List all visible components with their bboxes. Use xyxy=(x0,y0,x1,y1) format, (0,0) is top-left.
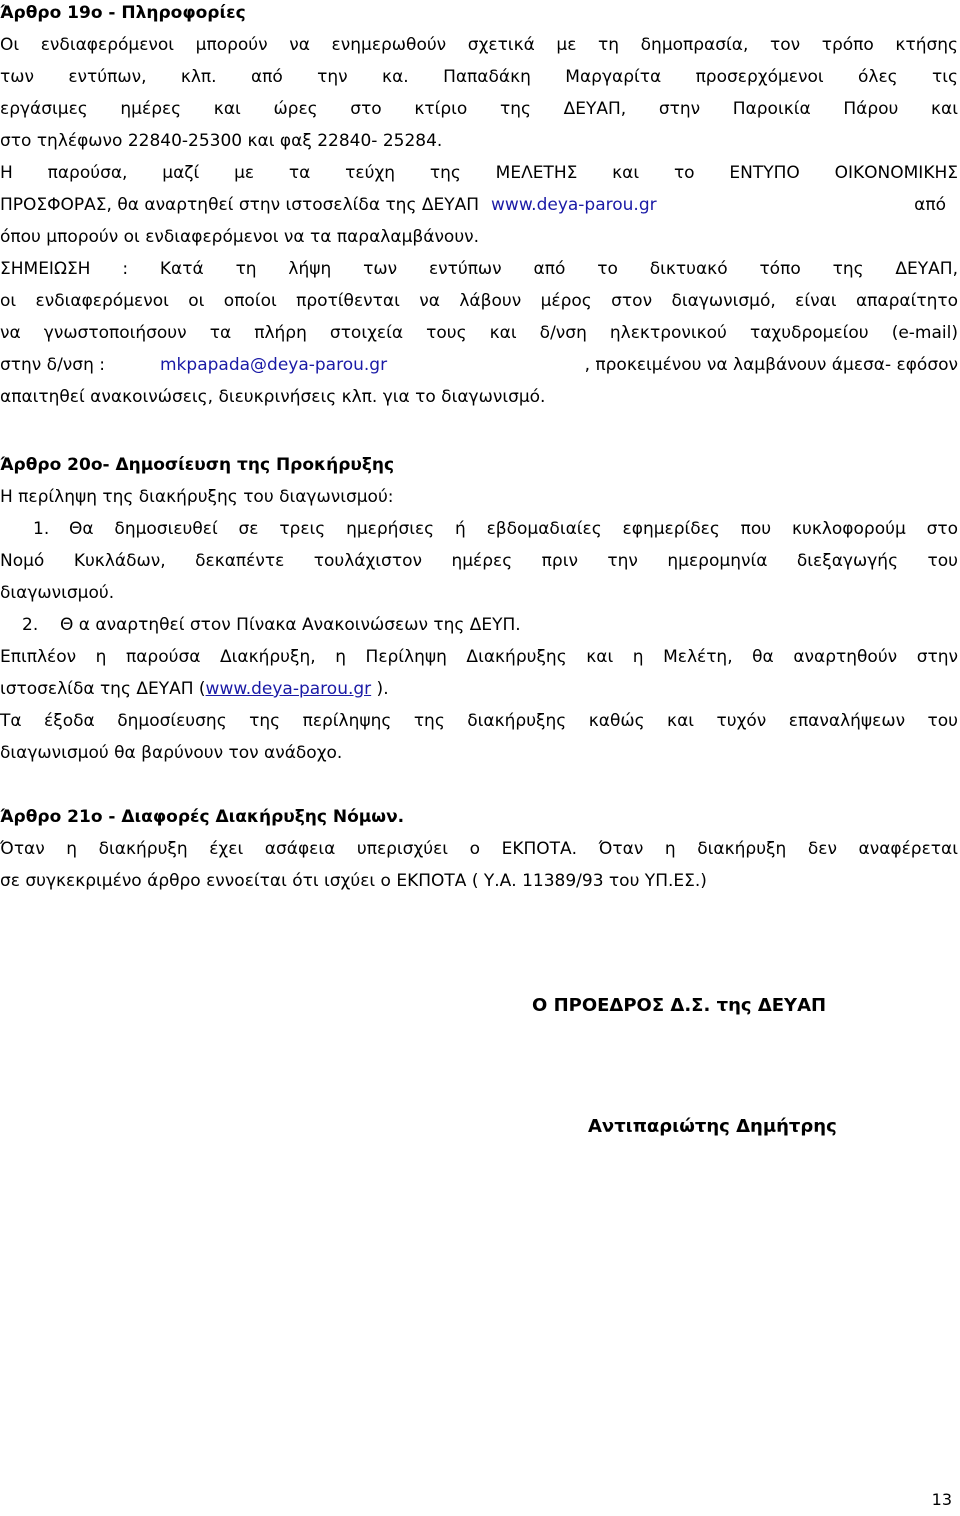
website-link[interactable]: www.deya-parou.gr xyxy=(205,679,372,699)
paragraph-line xyxy=(0,673,958,705)
note-line: ΣΗΜΕΙΩΣΗ : Κατά τη λήψη των εντύπων από το δικτυακό τόπο της ΔΕΥΑΠ, xyxy=(0,259,958,279)
note-line: απαιτηθεί ανακοινώσεις, διευκρινήσεις κλπ. για το διαγωνισμό. xyxy=(0,387,546,407)
email-link[interactable]: mkpapada@deya-parou.gr xyxy=(160,355,388,375)
paragraph-line: των εντύπων, κλπ. από την κα. Παπαδάκη Μαργαρίτα προσερχόμενοι όλες τις xyxy=(0,67,958,87)
paragraph-text: από xyxy=(914,195,946,215)
paragraph-line: Οι ενδιαφερόμενοι μπορούν να ενημερωθούν σχετικά με τη δημοπρασία, τον τρόπο κτήσης xyxy=(0,35,958,55)
note-text: , προκειμένου να λαμβάνουν άμεσα- εφόσον xyxy=(584,355,958,375)
article-21 xyxy=(0,801,958,897)
article-20-heading: Άρθρο 20ο- Δημοσίευση της Προκήρυξης xyxy=(0,455,395,475)
signature-title: Ο ΠΡΟΕΔΡΟΣ Δ.Σ. της ΔΕΥΑΠ xyxy=(532,995,827,1016)
list-text: διαγωνισμού. xyxy=(0,583,115,603)
paragraph-line xyxy=(0,189,958,221)
article-19-heading: Άρθρο 19ο - Πληροφορίες xyxy=(0,3,246,23)
article-21-heading: Άρθρο 21ο - Διαφορές Διακήρυξης Νόμων. xyxy=(0,807,405,827)
paragraph-line: Τα έξοδα δημοσίευσης της περίληψης της διακήρυξης καθώς και τυχόν επαναλήψεων του xyxy=(0,711,958,731)
paragraph-line: όπου μπορούν οι ενδιαφερόμενοι να τα παραλαμβάνουν. xyxy=(0,227,480,247)
list-number: 1. xyxy=(33,519,50,539)
note-line: να γνωστοποιήσουν τα πλήρη στοιχεία τους και δ/νση ηλεκτρονικού ταχυδρομείου (e-mail) xyxy=(0,323,958,343)
list-intro: Η περίληψη της διακήρυξης του διαγωνισμού: xyxy=(0,487,394,507)
paragraph-line: Η παρούσα, μαζί με τα τεύχη της ΜΕΛΕΤΗΣ και το ΕΝΤΥΠΟ ΟΙΚΟΝΟΜΙΚΗΣ xyxy=(0,163,958,183)
article-20 xyxy=(0,449,958,769)
paragraph-line: εργάσιμες ημέρες και ώρες στο κτίριο της ΔΕΥΑΠ, στην Παροικία Πάρου και xyxy=(0,99,958,119)
paragraph-line: σε συγκεκριμένο άρθρο εννοείται ότι ισχύει ο ΕΚΠΟΤΑ ( Υ.Α. 11389/93 του ΥΠ.ΕΣ.) xyxy=(0,871,707,891)
list-text: Θ α αναρτηθεί στον Πίνακα Ανακοινώσεων της ΔΕΥΠ. xyxy=(60,615,521,635)
paragraph-text: ΠΡΟΣΦΟΡΑΣ, θα αναρτηθεί στην ιστοσελίδα της ΔΕΥΑΠ xyxy=(0,195,480,215)
note-text: στην δ/νση : xyxy=(0,355,105,375)
signature-name: Αντιπαριώτης Δημήτρης xyxy=(588,1116,837,1137)
website-link[interactable]: www.deya-parou.gr xyxy=(491,195,657,215)
paragraph-text: ). xyxy=(371,679,389,699)
list-text: Θα δημοσιευθεί σε τρεις ημερήσιες ή εβδομαδιαίες εφημερίδες που κυκλοφορούμ στο xyxy=(69,519,958,539)
list-number: 2. xyxy=(22,615,39,635)
page-number: 13 xyxy=(931,1490,952,1509)
article-19 xyxy=(0,0,958,413)
paragraph-line: Επιπλέον η παρούσα Διακήρυξη, η Περίληψη Διακήρυξης και η Μελέτη, θα αναρτηθούν στην xyxy=(0,647,958,667)
paragraph-line: Όταν η διακήρυξη έχει ασάφεια υπερισχύει ο ΕΚΠΟΤΑ. Όταν η διακήρυξη δεν αναφέρεται xyxy=(0,839,958,859)
note-line xyxy=(0,349,958,381)
list-item xyxy=(0,513,958,545)
list-text: Νομό Κυκλάδων, δεκαπέντε τουλάχιστον ημέρες πριν την ημερομηνία διεξαγωγής του xyxy=(0,551,958,571)
note-line: οι ενδιαφερόμενοι οι οποίοι προτίθενται να λάβουν μέρος στον διαγωνισμό, είναι απαραίτητο xyxy=(0,291,958,311)
paragraph-line: στο τηλέφωνο 22840-25300 και φαξ 22840- 25284. xyxy=(0,131,443,151)
list-item xyxy=(0,609,958,641)
paragraph-line: διαγωνισμού θα βαρύνουν τον ανάδοχο. xyxy=(0,743,343,763)
paragraph-text: ιστοσελίδα της ΔΕΥΑΠ ( xyxy=(0,679,206,699)
